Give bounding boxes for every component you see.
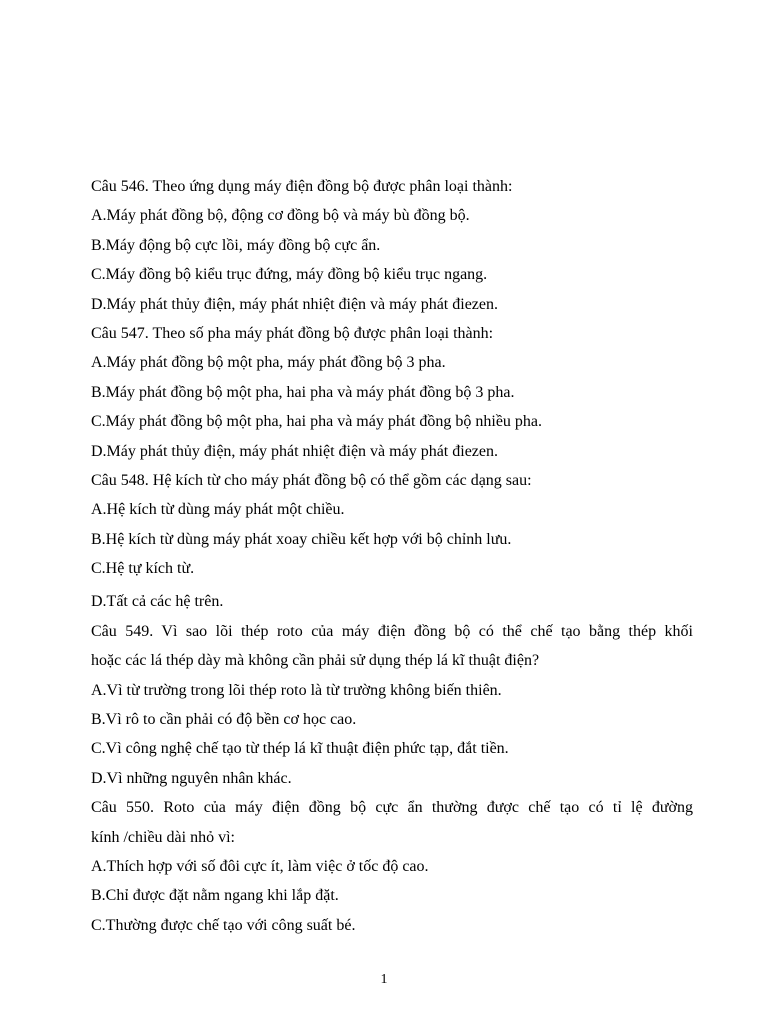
question-546-option-c: C.Máy đồng bộ kiểu trục đứng, máy đồng bộ kiểu trục ngang. xyxy=(91,266,488,284)
question-550-option-b: B.Chỉ được đặt nằm ngang khi lắp đặt. xyxy=(91,887,339,905)
question-546: Câu 546. Theo ứng dụng máy điện đồng bộ được phân loại thành: xyxy=(91,178,513,195)
question-548-option-d: D.Tất cả các hệ trên. xyxy=(91,593,224,611)
question-547-option-a: A.Máy phát đồng bộ một pha, máy phát đồng bộ 3 pha. xyxy=(91,354,446,372)
question-548-option-a: A.Hệ kích từ dùng máy phát một chiều. xyxy=(91,501,345,519)
question-548-option-c: C.Hệ tự kích từ. xyxy=(91,560,195,578)
question-550-line-1: Câu 550. Roto của máy điện đồng bộ cực ẩn thường được chế tạo có tỉ lệ đường xyxy=(91,799,693,817)
question-549-line-2: hoặc các lá thép dày mà không cần phải sử dụng thép lá kĩ thuật điện? xyxy=(91,652,540,670)
question-550-line-2: kính /chiều dài nhỏ vì: xyxy=(91,828,235,846)
question-550-option-c: C.Thường được chế tạo với công suất bé. xyxy=(91,916,356,934)
question-550-option-a: A.Thích hợp với số đôi cực ít, làm việc ở tốc độ cao. xyxy=(91,857,429,875)
question-547-option-b: B.Máy phát đồng bộ một pha, hai pha và máy phát đồng bộ 3 pha. xyxy=(91,383,515,401)
document-body xyxy=(91,172,693,940)
page-number: 1 xyxy=(380,972,388,987)
question-549-line-1: Câu 549. Vì sao lõi thép roto của máy điện đồng bộ có thể chế tạo bằng thép khối xyxy=(91,622,693,640)
question-548-option-b: B.Hệ kích từ dùng máy phát xoay chiều kết hợp với bộ chỉnh lưu. xyxy=(91,530,512,548)
question-547: Câu 547. Theo số pha máy phát đồng bộ được phân loại thành: xyxy=(91,324,494,342)
question-546-option-d: D.Máy phát thủy điện, máy phát nhiệt điện và máy phát điezen. xyxy=(91,295,498,313)
question-549-option-b: B.Vì rô to cần phải có độ bền cơ học cao. xyxy=(91,711,357,729)
question-546-option-a: A.Máy phát đồng bộ, động cơ đồng bộ và máy bù đồng bộ. xyxy=(91,207,470,225)
question-547-option-d: D.Máy phát thủy điện, máy phát nhiệt điện và máy phát điezen. xyxy=(91,442,498,460)
question-548: Câu 548. Hệ kích từ cho máy phát đồng bộ có thể gồm các dạng sau: xyxy=(91,471,532,489)
question-547-option-c: C.Máy phát đồng bộ một pha, hai pha và máy phát đồng bộ nhiều pha. xyxy=(91,413,543,431)
question-549-option-a: A.Vì từ trường trong lõi thép roto là từ trường không biến thiên. xyxy=(91,681,502,699)
question-546-option-b: B.Máy động bộ cực lồi, máy đồng bộ cực ẩn. xyxy=(91,236,381,254)
question-549-option-c: C.Vì công nghệ chế tạo từ thép lá kĩ thuật điện phức tạp, đắt tiền. xyxy=(91,740,509,758)
question-549-option-d: D.Vì những nguyên nhân khác. xyxy=(91,769,292,787)
